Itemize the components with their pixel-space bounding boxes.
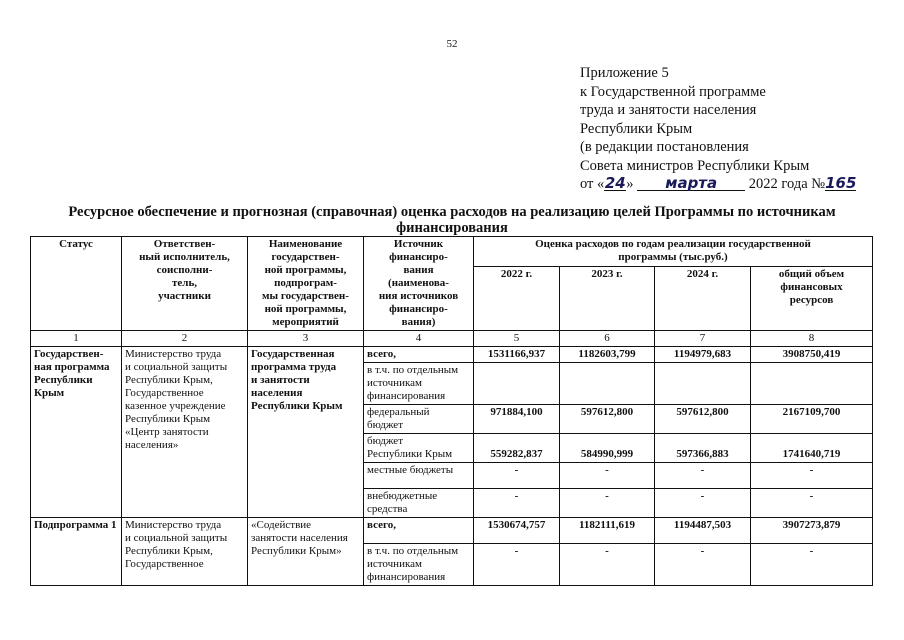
col-number: 8 xyxy=(751,331,873,347)
value-cell xyxy=(751,363,873,405)
appendix-line: Совета министров Республики Крым xyxy=(580,157,810,174)
col-number: 1 xyxy=(31,331,122,347)
value-cell: 597612,800 xyxy=(655,405,751,434)
value-cell: 1531166,937 xyxy=(474,347,560,363)
source-cell: всего, xyxy=(364,518,474,544)
program-name-cell: Государственная программа труда и занятости населения Республики Крым xyxy=(248,347,364,518)
value-cell: 597612,800 xyxy=(560,405,655,434)
status-cell: Подпрограмма 1 xyxy=(31,518,122,586)
executor-cell: Министерство труда и социальной защиты Республики Крым, Государственное xyxy=(122,518,248,586)
col-number: 4 xyxy=(364,331,474,347)
source-cell: местные бюджеты xyxy=(364,463,474,489)
resource-table xyxy=(30,236,873,586)
value-cell: 1194487,503 xyxy=(655,518,751,544)
header-name: Наименование государствен- ной программы, подпрограм- мы государствен- ной программы, мероприятий xyxy=(248,237,364,331)
col-number: 5 xyxy=(474,331,560,347)
source-cell: бюджет Республики Крым xyxy=(364,434,474,463)
value-cell: 1530674,757 xyxy=(474,518,560,544)
table-row xyxy=(31,347,873,363)
appendix-line: труда и занятости населения xyxy=(580,102,757,118)
header-status: Статус xyxy=(31,237,122,331)
value-cell: - xyxy=(560,489,655,518)
value-cell: 584990,999 xyxy=(560,434,655,463)
value-cell: 1182111,619 xyxy=(560,518,655,544)
page-number: 52 xyxy=(446,38,458,50)
value-cell: - xyxy=(655,544,751,586)
handwritten-month: марта xyxy=(637,176,745,191)
header-executor: Ответствен- ный исполнитель, соисполни- тель, участники xyxy=(122,237,248,331)
value-cell: - xyxy=(655,463,751,489)
value-cell: 3907273,879 xyxy=(751,518,873,544)
value-cell: - xyxy=(474,544,560,586)
source-cell: внебюджетные средства xyxy=(364,489,474,518)
date-mid: » xyxy=(626,176,634,192)
value-cell: 971884,100 xyxy=(474,405,560,434)
source-cell: федеральный бюджет xyxy=(364,405,474,434)
col-number: 3 xyxy=(248,331,364,347)
value-cell: - xyxy=(751,463,873,489)
header-total: общий объем финансовых ресурсов xyxy=(751,267,873,331)
value-cell: 1741640,719 xyxy=(751,434,873,463)
executor-cell: Министерство труда и социальной защиты Республики Крым, Государственное казенное учреждение Республики Крым «Центр занятости населения» xyxy=(122,347,248,518)
appendix-line: (в редакции постановления xyxy=(580,139,749,155)
appendix-date-line xyxy=(580,175,856,194)
header-2022: 2022 г. xyxy=(474,267,560,331)
value-cell: 1182603,799 xyxy=(560,347,655,363)
handwritten-number: 165 xyxy=(825,174,857,192)
value-cell xyxy=(560,363,655,405)
header-source: Источник финансиро- вания (наименова- ния источников финансиро- вания) xyxy=(364,237,474,331)
value-cell xyxy=(655,363,751,405)
appendix-line: к Государственной программе xyxy=(580,83,766,100)
header-estimate: Оценка расходов по годам реализации государственной программы (тыс.руб.) xyxy=(474,237,873,267)
appendix-line: Республики Крым xyxy=(580,120,693,137)
value-cell: 2167109,700 xyxy=(751,405,873,434)
source-cell: в т.ч. по отдельным источникам финансирования xyxy=(364,544,474,586)
header-2023: 2023 г. xyxy=(560,267,655,331)
value-cell: - xyxy=(474,489,560,518)
value-cell: - xyxy=(560,463,655,489)
date-prefix: от « xyxy=(580,176,605,192)
value-cell: - xyxy=(751,489,873,518)
value-cell: 597366,883 xyxy=(655,434,751,463)
value-cell xyxy=(474,363,560,405)
table-row xyxy=(31,518,873,544)
col-number: 7 xyxy=(655,331,751,347)
appendix-line: Приложение 5 xyxy=(580,65,669,81)
status-cell: Государствен- ная программа Республики Крым xyxy=(31,347,122,518)
value-cell: 1194979,683 xyxy=(655,347,751,363)
header-2024: 2024 г. xyxy=(655,267,751,331)
year-text: 2022 года № xyxy=(748,176,826,192)
source-cell: всего, xyxy=(364,347,474,363)
appendix-block xyxy=(580,64,856,194)
document-title: Ресурсное обеспечение и прогнозная (справочная) оценка расходов на реализацию целей Программы по источникам финансирования xyxy=(68,204,836,236)
col-number: 6 xyxy=(560,331,655,347)
value-cell: 559282,837 xyxy=(474,434,560,463)
col-number: 2 xyxy=(122,331,248,347)
value-cell: - xyxy=(474,463,560,489)
value-cell: - xyxy=(655,489,751,518)
value-cell: - xyxy=(751,544,873,586)
value-cell: 3908750,419 xyxy=(751,347,873,363)
handwritten-day: 24 xyxy=(604,174,626,192)
program-name-cell: «Содействие занятости населения Республики Крым» xyxy=(248,518,364,586)
source-cell: в т.ч. по отдельным источникам финансирования xyxy=(364,363,474,405)
value-cell: - xyxy=(560,544,655,586)
